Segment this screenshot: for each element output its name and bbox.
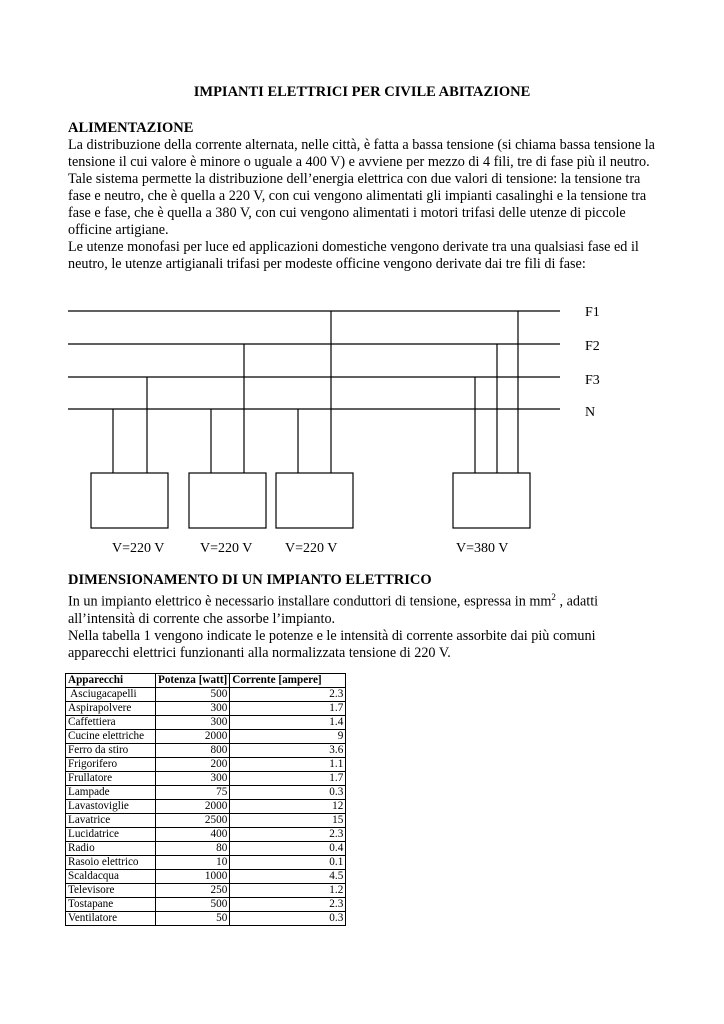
load-box	[189, 473, 266, 528]
page-title: IMPIANTI ELETTRICI PER CIVILE ABITAZIONE	[193, 84, 531, 100]
paragraph: Nella tabella 1 vengono indicate le potenze e le intensità di corrente assorbite dai più comuni apparecchi elettrici funzionanti alla normalizzata tensione di 220 V.	[68, 627, 596, 661]
table-header-row	[66, 674, 346, 688]
current-cell: 1.2	[230, 884, 346, 898]
load-voltage-label: V=220 V	[200, 541, 253, 556]
alimentazione-text	[68, 137, 658, 273]
table-row	[66, 912, 346, 926]
table-row	[66, 800, 346, 814]
current-cell: 15	[230, 814, 346, 828]
load-voltage-label: V=220 V	[285, 541, 338, 556]
paragraph: Tale sistema permette la distribuzione dell’energia elettrica con due valori di tensione: la tensione tra fase e neutro, che è quella a 220 V, con cui vengono alimentati gli impianti casalinghi e la tensione tra fase e fase, che è quella a 380 V, con cui vengono alimentati i motori trifasi delle utenze di piccole officine artigiane.	[68, 171, 647, 238]
appliance-name-cell: Scaldacqua	[66, 870, 156, 884]
power-cell: 500	[156, 898, 230, 912]
table-row	[66, 870, 346, 884]
power-cell: 1000	[156, 870, 230, 884]
distribution-diagram	[0, 295, 724, 560]
text-span: In un impianto elettrico è necessario installare conduttori di tensione, espressa in mm	[68, 593, 552, 610]
appliance-name-cell: Lampade	[66, 786, 156, 800]
current-cell: 1.7	[230, 702, 346, 716]
appliance-name-cell: Lavastoviglie	[66, 800, 156, 814]
power-cell: 10	[156, 856, 230, 870]
current-cell: 0.4	[230, 842, 346, 856]
power-cell: 300	[156, 716, 230, 730]
table-row	[66, 898, 346, 912]
load-voltage-label: V=380 V	[456, 541, 509, 556]
table-row	[66, 730, 346, 744]
current-cell: 0.3	[230, 786, 346, 800]
current-cell: 12	[230, 800, 346, 814]
table-row	[66, 786, 346, 800]
power-cell: 300	[156, 772, 230, 786]
table-row	[66, 814, 346, 828]
appliance-name-cell: Cucine elettriche	[66, 730, 156, 744]
current-cell: 2.3	[230, 828, 346, 842]
current-cell: 2.3	[230, 898, 346, 912]
superscript: 2	[551, 592, 556, 602]
power-cell: 300	[156, 702, 230, 716]
current-cell: 3.6	[230, 744, 346, 758]
current-cell: 0.1	[230, 856, 346, 870]
table-row	[66, 744, 346, 758]
bus-label-f2: F2	[585, 339, 600, 354]
current-cell: 1.4	[230, 716, 346, 730]
bus-label-n: N	[585, 405, 596, 420]
text-span: , adatti all’intensità di corrente che assorbe l’impianto.	[68, 593, 599, 627]
column-header: Corrente [ampere]	[230, 674, 346, 688]
load-box	[91, 473, 168, 528]
table-row	[66, 688, 346, 702]
current-cell: 1.7	[230, 772, 346, 786]
table-row	[66, 884, 346, 898]
power-cell: 400	[156, 828, 230, 842]
table-row	[66, 856, 346, 870]
column-header: Potenza [watt]	[156, 674, 230, 688]
power-cell: 2500	[156, 814, 230, 828]
table-body	[66, 688, 346, 926]
current-cell: 9	[230, 730, 346, 744]
appliance-name-cell: Ventilatore	[66, 912, 156, 926]
paragraph	[68, 589, 658, 628]
paragraph: Le utenze monofasi per luce ed applicazioni domestiche vengono derivate tra una qualsiasi fase ed il neutro, le utenze artigianali trifasi per modeste officine vengono derivate dai tre fili di fase:	[68, 239, 639, 272]
power-cell: 200	[156, 758, 230, 772]
appliance-name-cell: Radio	[66, 842, 156, 856]
bus-label-f1: F1	[585, 305, 600, 320]
current-cell: 2.3	[230, 688, 346, 702]
appliance-name-cell: Asciugacapelli	[66, 688, 156, 702]
section-heading-dimensionamento: DIMENSIONAMENTO DI UN IMPIANTO ELETTRICO	[68, 572, 432, 588]
appliances-table	[65, 673, 346, 926]
table-row	[66, 772, 346, 786]
power-cell: 2000	[156, 800, 230, 814]
appliance-name-cell: Caffettiera	[66, 716, 156, 730]
table-row	[66, 702, 346, 716]
dimensionamento-text	[68, 589, 658, 662]
table-row	[66, 716, 346, 730]
load-voltage-label: V=220 V	[112, 541, 165, 556]
table-row	[66, 828, 346, 842]
appliance-name-cell: Tostapane	[66, 898, 156, 912]
appliance-name-cell: Frigorifero	[66, 758, 156, 772]
appliance-name-cell: Televisore	[66, 884, 156, 898]
power-cell: 500	[156, 688, 230, 702]
current-cell: 1.1	[230, 758, 346, 772]
column-header: Apparecchi	[66, 674, 156, 688]
appliance-name-cell: Rasoio elettrico	[66, 856, 156, 870]
current-cell: 0.3	[230, 912, 346, 926]
load-box	[453, 473, 530, 528]
appliance-name-cell: Frullatore	[66, 772, 156, 786]
load-box	[276, 473, 353, 528]
appliance-name-cell: Lavatrice	[66, 814, 156, 828]
power-cell: 80	[156, 842, 230, 856]
power-cell: 800	[156, 744, 230, 758]
power-cell: 250	[156, 884, 230, 898]
power-cell: 75	[156, 786, 230, 800]
power-cell: 2000	[156, 730, 230, 744]
appliance-name-cell: Ferro da stiro	[66, 744, 156, 758]
table-row	[66, 758, 346, 772]
power-cell: 50	[156, 912, 230, 926]
appliance-name-cell: Lucidatrice	[66, 828, 156, 842]
paragraph: La distribuzione della corrente alternata, nelle città, è fatta a bassa tensione (si chiama bassa tensione la tensione il cui valore è minore o uguale a 400 V) e avviene per mezzo di 4 fili, tre di fase più il neutro.	[68, 137, 655, 170]
current-cell: 4.5	[230, 870, 346, 884]
appliance-name-cell: Aspirapolvere	[66, 702, 156, 716]
table-row	[66, 842, 346, 856]
bus-label-f3: F3	[585, 373, 600, 388]
section-heading-alimentazione: ALIMENTAZIONE	[68, 120, 194, 136]
